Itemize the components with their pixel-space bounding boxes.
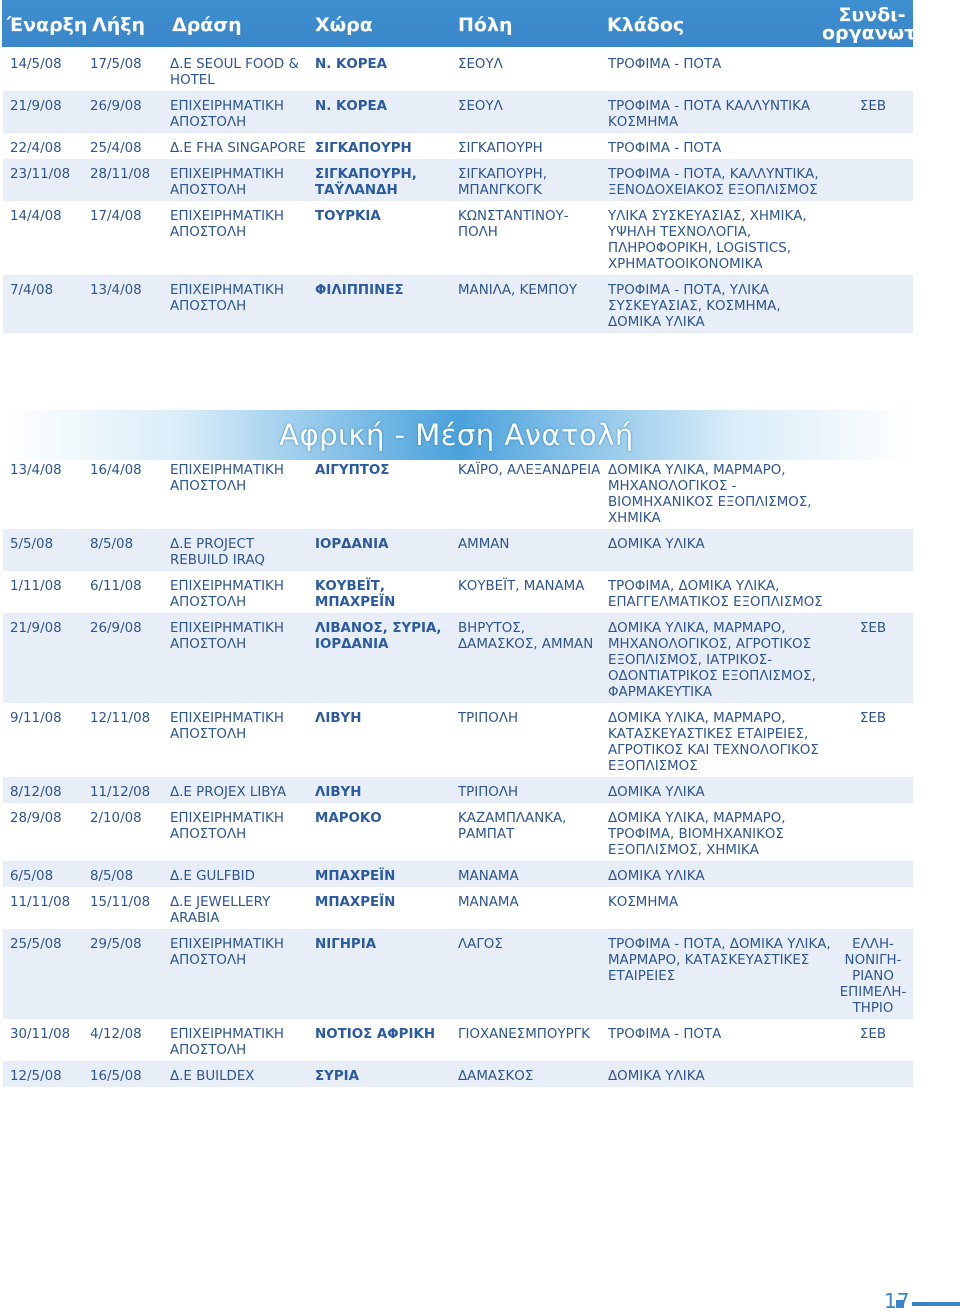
row-country: ΚΟΥΒΕΪΤ, ΜΠΑΧΡΕΪΝ xyxy=(315,579,396,610)
row-city: ΣΕΟΥΛ xyxy=(458,91,608,133)
row-country: ΛΙΒΥΗ xyxy=(315,711,362,726)
row-city: ΑΜΜΑΝ xyxy=(458,529,608,571)
row-action: ΕΠΙΧΕΙΡΗΜΑΤΙΚΗ ΑΠΟΣΤΟΛΗ xyxy=(170,159,315,201)
row-start-date: 14/4/08 xyxy=(10,209,62,224)
table-row xyxy=(3,703,913,777)
row-country: Ν. ΚΟΡΕΑ xyxy=(315,91,458,133)
row-co-organizers: ΣΕΒ xyxy=(833,91,913,133)
row-end-date: 16/4/08 xyxy=(90,463,142,478)
row-city: ΚΑΪΡΟ, ΑΛΕΞΑΝΔΡΕΙΑ xyxy=(458,463,601,478)
row-sector: ΤΡΟΦΙΜΑ, ΔΟΜΙΚΑ ΥΛΙΚΑ, ΕΠΑΓΓΕΛΜΑΤΙΚΟΣ ΕΞΟΠΛΙΣΜΟΣ xyxy=(608,579,823,610)
table-row xyxy=(3,49,913,91)
header-co-organizers-line1: Συνδι- xyxy=(838,4,906,26)
row-start-date: 22/4/08 xyxy=(10,141,62,156)
row-city: ΜΑΝΑΜΑ xyxy=(458,895,519,910)
row-end-date: 8/5/08 xyxy=(90,861,170,887)
row-country: ΣΙΓΚΑΠΟΥΡΗ xyxy=(315,141,412,156)
table-row xyxy=(3,861,913,887)
row-country: ΣΥΡΙΑ xyxy=(315,1061,458,1087)
row-city: ΤΡΙΠΟΛΗ xyxy=(458,777,608,803)
row-start-date: 28/9/08 xyxy=(10,811,62,826)
header-co-organizers-line2: οργανωτές xyxy=(822,22,939,44)
row-city: ΚΑΖΑΜΠΛΑΝΚΑ, ΡΑΜΠΑΤ xyxy=(458,811,567,842)
row-co-organizers: ΣΕΒ xyxy=(833,613,913,703)
row-co-organizers xyxy=(833,803,913,861)
page-rule xyxy=(912,1302,960,1306)
row-co-organizers xyxy=(833,861,913,887)
row-action: ΕΠΙΧΕΙΡΗΜΑΤΙΚΗ ΑΠΟΣΤΟΛΗ xyxy=(170,209,284,240)
row-end-date: 16/5/08 xyxy=(90,1061,170,1087)
row-end-date: 25/4/08 xyxy=(90,141,142,156)
row-start-date: 23/11/08 xyxy=(3,159,90,201)
table-row xyxy=(3,133,913,159)
table-row xyxy=(3,91,913,133)
row-end-date: 17/4/08 xyxy=(90,209,142,224)
table-row xyxy=(3,571,913,613)
table-header xyxy=(2,0,939,47)
table-row xyxy=(3,455,913,529)
row-co-organizers xyxy=(833,133,913,159)
page-number: 17 xyxy=(884,1289,910,1313)
row-co-organizers: ΕΛΛΗ- ΝΟΝΙΓΗ- ΡΙΑΝΟ ΕΠΙΜΕΛΗ- ΤΗΡΙΟ xyxy=(833,929,913,1019)
row-country: ΙΟΡΔΑΝΙΑ xyxy=(315,529,458,571)
row-country: Ν. ΚΟΡΕΑ xyxy=(315,57,388,72)
row-country: ΣΙΓΚΑΠΟΥΡΗ, ΤΑΫΛΑΝΔΗ xyxy=(315,159,458,201)
row-country: ΑΙΓΥΠΤΟΣ xyxy=(315,463,390,478)
row-sector: ΔΟΜΙΚΑ ΥΛΙΚΑ, ΜΑΡΜΑΡΟ, ΜΗΧΑΝΟΛΟΓΙΚΟΣ - ΒΙΟΜΗΧΑΝΙΚΟΣ ΕΞΟΠΛΙΣΜΟΣ, ΧΗΜΙΚΑ xyxy=(608,463,812,526)
row-co-organizers xyxy=(833,1061,913,1087)
row-end-date: 6/11/08 xyxy=(90,579,142,594)
row-start-date: 9/11/08 xyxy=(10,711,62,726)
table-row xyxy=(3,777,913,803)
row-city: ΣΙΓΚΑΠΟΥΡΗ xyxy=(458,141,543,156)
row-action: Δ.Ε GULFBID xyxy=(170,861,315,887)
row-co-organizers xyxy=(833,455,913,529)
row-start-date: 1/11/08 xyxy=(10,579,62,594)
row-end-date: 17/5/08 xyxy=(90,57,142,72)
row-sector: ΤΡΟΦΙΜΑ - ΠΟΤΑ ΚΑΛΛΥΝΤΙΚΑ ΚΟΣΜΗΜΑ xyxy=(608,91,833,133)
header-country: Χώρα xyxy=(315,14,373,36)
row-action: ΕΠΙΧΕΙΡΗΜΑΤΙΚΗ ΑΠΟΣΤΟΛΗ xyxy=(170,711,284,742)
row-end-date: 11/12/08 xyxy=(90,777,170,803)
row-end-date: 29/5/08 xyxy=(90,929,170,1019)
row-start-date: 25/5/08 xyxy=(3,929,90,1019)
row-country: ΜΑΡΟΚΟ xyxy=(315,811,382,826)
table-row xyxy=(3,1019,913,1061)
table-row xyxy=(3,159,913,201)
row-city: ΔΑΜΑΣΚΟΣ xyxy=(458,1061,608,1087)
row-end-date: 12/11/08 xyxy=(90,711,151,726)
row-end-date: 15/11/08 xyxy=(90,895,151,910)
table-row xyxy=(3,275,913,333)
africa-table xyxy=(3,455,913,1087)
row-action: ΕΠΙΧΕΙΡΗΜΑΤΙΚΗ ΑΠΟΣΤΟΛΗ xyxy=(170,91,315,133)
table-row xyxy=(3,887,913,929)
row-start-date: 11/11/08 xyxy=(10,895,71,910)
row-start-date: 12/5/08 xyxy=(3,1061,90,1087)
row-action: Δ.Ε PROJEX LIBYA xyxy=(170,777,315,803)
row-action: ΕΠΙΧΕΙΡΗΜΑΤΙΚΗ ΑΠΟΣΤΟΛΗ xyxy=(170,613,315,703)
row-action: Δ.Ε JEWELLERY ARABIA xyxy=(170,895,271,926)
row-city: ΛΑΓΟΣ xyxy=(458,929,608,1019)
row-action: ΕΠΙΧΕΙΡΗΜΑΤΙΚΗ ΑΠΟΣΤΟΛΗ xyxy=(170,275,315,333)
row-co-organizers xyxy=(833,887,913,929)
row-sector: ΚΟΣΜΗΜΑ xyxy=(608,895,679,910)
table-row xyxy=(3,529,913,571)
table-row xyxy=(3,1061,913,1087)
row-end-date: 8/5/08 xyxy=(90,529,170,571)
row-co-organizers xyxy=(833,529,913,571)
row-action: Δ.Ε FHA SINGAPORE xyxy=(170,141,306,156)
row-sector: ΔΟΜΙΚΑ ΥΛΙΚΑ, ΜΑΡΜΑΡΟ, ΚΑΤΑΣΚΕΥΑΣΤΙΚΕΣ ΕΤΑΙΡΕΙΕΣ, ΑΓΡΟΤΙΚΟΣ ΚΑΙ ΤΕΧΝΟΛΟΓΙΚΟΣ ΕΞΟΠΛΙΣΜΟΣ xyxy=(608,711,819,774)
row-start-date: 21/9/08 xyxy=(3,91,90,133)
row-country: ΛΙΒΥΗ xyxy=(315,777,458,803)
header-sector: Κλάδος xyxy=(607,14,685,36)
row-city: ΓΙΟΧΑΝΕΣΜΠΟΥΡΓΚ xyxy=(458,1027,590,1042)
row-start-date: 7/4/08 xyxy=(3,275,90,333)
row-city: ΣΙΓΚΑΠΟΥΡΗ, ΜΠΑΝΓΚΟΓΚ xyxy=(458,159,608,201)
row-end-date: 4/12/08 xyxy=(90,1027,142,1042)
row-co-organizers: ΣΕΒ xyxy=(859,711,887,726)
row-country: ΦΙΛΙΠΠΙΝΕΣ xyxy=(315,275,458,333)
header-city: Πόλη xyxy=(458,14,513,36)
row-action: ΕΠΙΧΕΙΡΗΜΑΤΙΚΗ ΑΠΟΣΤΟΛΗ xyxy=(170,929,315,1019)
table-row xyxy=(3,613,913,703)
row-start-date: 30/11/08 xyxy=(10,1027,71,1042)
row-city: ΜΑΝΙΛΑ, ΚΕΜΠΟΥ xyxy=(458,275,608,333)
row-city: ΣΕΟΥΛ xyxy=(458,57,503,72)
header-action: Δράση xyxy=(172,14,242,36)
row-co-organizers xyxy=(833,571,913,613)
row-action: Δ.Ε BUILDEX xyxy=(170,1061,315,1087)
row-sector: ΔΟΜΙΚΑ ΥΛΙΚΑ, ΜΑΡΜΑΡΟ, ΤΡΟΦΙΜΑ, ΒΙΟΜΗΧΑΝΙΚΟΣ ΕΞΟΠΛΙΣΜΟΣ, ΧΗΜΙΚΑ xyxy=(608,811,786,858)
row-city: ΒΗΡΥΤΟΣ, ΔΑΜΑΣΚΟΣ, ΑΜΜΑΝ xyxy=(458,613,608,703)
row-sector: ΔΟΜΙΚΑ ΥΛΙΚΑ xyxy=(608,861,833,887)
row-co-organizers xyxy=(833,275,913,333)
row-start-date: 13/4/08 xyxy=(10,463,62,478)
row-start-date: 6/5/08 xyxy=(3,861,90,887)
row-co-organizers xyxy=(833,159,913,201)
row-city: ΚΟΥΒΕΪΤ, ΜΑΝΑΜΑ xyxy=(458,579,585,594)
table-row xyxy=(3,803,913,861)
row-sector: ΤΡΟΦΙΜΑ - ΠΟΤΑ, ΥΛΙΚΑ ΣΥΣΚΕΥΑΣΙΑΣ, ΚΟΣΜΗΜΑ, ΔΟΜΙΚΑ ΥΛΙΚΑ xyxy=(608,275,833,333)
row-end-date: 26/9/08 xyxy=(90,613,170,703)
row-sector: ΤΡΟΦΙΜΑ - ΠΟΤΑ, ΔΟΜΙΚΑ ΥΛΙΚΑ, ΜΑΡΜΑΡΟ, ΚΑΤΑΣΚΕΥΑΣΤΙΚΕΣ ΕΤΑΙΡΕΙΕΣ xyxy=(608,929,833,1019)
header-co-organizers xyxy=(822,4,939,44)
row-country: ΝΙΓΗΡΙΑ xyxy=(315,929,458,1019)
row-city: ΚΩΝΣΤΑΝΤΙΝΟΥ- ΠΟΛΗ xyxy=(458,209,569,240)
table-row xyxy=(3,201,913,275)
asia-table xyxy=(3,49,913,333)
row-sector: ΤΡΟΦΙΜΑ - ΠΟΤΑ xyxy=(608,1027,722,1042)
row-city: ΜΑΝΑΜΑ xyxy=(458,861,608,887)
row-start-date: 5/5/08 xyxy=(3,529,90,571)
row-sector: ΔΟΜΙΚΑ ΥΛΙΚΑ xyxy=(608,1061,833,1087)
row-country: ΤΟΥΡΚΙΑ xyxy=(315,209,381,224)
row-co-organizers xyxy=(833,201,913,275)
header-start: Έναρξη xyxy=(7,14,88,36)
row-sector: ΔΟΜΙΚΑ ΥΛΙΚΑ, ΜΑΡΜΑΡΟ, ΜΗΧΑΝΟΛΟΓΙΚΟΣ, ΑΓΡΟΤΙΚΟΣ ΕΞΟΠΛΙΣΜΟΣ, ΙΑΤΡΙΚΟΣ-ΟΔΟΝΤΙΑΤΡΙΚΟΣ ΕΞΟΠΛΙΣΜΟΣ, ΦΑΡΜΑΚΕΥΤΙΚΑ xyxy=(608,613,833,703)
row-start-date: 21/9/08 xyxy=(3,613,90,703)
row-action: Δ.Ε SEOUL FOOD & HOTEL xyxy=(170,57,299,88)
section-title: Αφρική - Μέση Ανατολή xyxy=(279,418,634,452)
row-co-organizers xyxy=(833,777,913,803)
row-co-organizers xyxy=(833,49,913,91)
table-row xyxy=(3,929,913,1019)
row-start-date: 14/5/08 xyxy=(10,57,62,72)
row-action: ΕΠΙΧΕΙΡΗΜΑΤΙΚΗ ΑΠΟΣΤΟΛΗ xyxy=(170,1027,284,1058)
row-end-date: 13/4/08 xyxy=(90,275,170,333)
row-end-date: 2/10/08 xyxy=(90,811,142,826)
row-action: Δ.Ε PROJECT REBUILD IRAQ xyxy=(170,529,315,571)
row-country: ΛΙΒΑΝΟΣ, ΣΥΡΙΑ, ΙΟΡΔΑΝΙΑ xyxy=(315,613,458,703)
row-action: ΕΠΙΧΕΙΡΗΜΑΤΙΚΗ ΑΠΟΣΤΟΛΗ xyxy=(170,579,284,610)
row-sector: ΔΟΜΙΚΑ ΥΛΙΚΑ xyxy=(608,777,833,803)
row-end-date: 26/9/08 xyxy=(90,91,170,133)
row-sector: ΤΡΟΦΙΜΑ - ΠΟΤΑ xyxy=(608,141,722,156)
row-action: ΕΠΙΧΕΙΡΗΜΑΤΙΚΗ ΑΠΟΣΤΟΛΗ xyxy=(170,811,284,842)
row-co-organizers: ΣΕΒ xyxy=(859,1027,887,1042)
row-sector: ΤΡΟΦΙΜΑ - ΠΟΤΑ, ΚΑΛΛΥΝΤΙΚΑ, ΞΕΝΟΔΟΧΕΙΑΚΟΣ ΕΞΟΠΛΙΣΜΟΣ xyxy=(608,159,833,201)
row-country: ΜΠΑΧΡΕΪΝ xyxy=(315,895,396,910)
row-end-date: 28/11/08 xyxy=(90,159,170,201)
row-start-date: 8/12/08 xyxy=(3,777,90,803)
row-city: ΤΡΙΠΟΛΗ xyxy=(458,711,519,726)
row-action: ΕΠΙΧΕΙΡΗΜΑΤΙΚΗ ΑΠΟΣΤΟΛΗ xyxy=(170,463,284,494)
row-country: ΜΠΑΧΡΕΪΝ xyxy=(315,861,458,887)
row-sector: ΤΡΟΦΙΜΑ - ΠΟΤΑ xyxy=(608,57,722,72)
row-sector: ΔΟΜΙΚΑ ΥΛΙΚΑ xyxy=(608,529,833,571)
row-sector: ΥΛΙΚΑ ΣΥΣΚΕΥΑΣΙΑΣ, ΧΗΜΙΚΑ, ΥΨΗΛΗ ΤΕΧΝΟΛΟΓΙΑ, ΠΛΗΡΟΦΟΡΙΚΗ, LOGISTICS, ΧΡΗΜΑΤΟΟΙΚΟΝΟΜΙΚΑ xyxy=(608,209,807,272)
header-end: Λήξη xyxy=(92,14,145,36)
row-country: ΝΟΤΙΟΣ ΑΦΡΙΚΗ xyxy=(315,1027,436,1042)
